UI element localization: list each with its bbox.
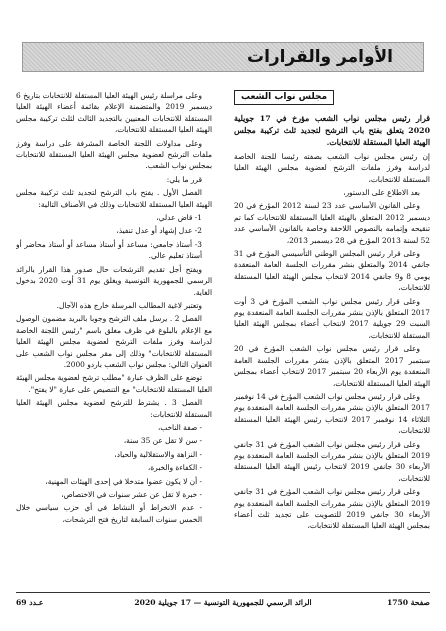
paragraph: وعلى قرار رئيس مجلس نواب الشعب المؤرخ في 31 جانفي 2019 المتعلق بالإذن بنشر مقررات الجلسة العامة المنعقدة يوم الأربعاء 30 جانفي 2019 لانتخاب رئيس الهيئة العليا المستقلة للانتخابات، bbox=[234, 439, 430, 483]
list-item: - النزاهة والاستقلالية والحياد، bbox=[114, 449, 202, 459]
page-footer bbox=[16, 598, 430, 612]
paragraph: وعلى قرار رئيس مجلس نواب الشعب المؤرخ في 14 نوفمبر 2017 المتعلق بالإذن بنشر مقررات الجلسة العامة المنعقدة يوم الثلاثاء 14 نوفمبر 2017 لانتخاب رئيس الهيئة العليا المستقلة للانتخابات، bbox=[234, 391, 430, 436]
decree-heading: قرار رئيس مجلس نواب الشعب مؤرخ في 17 جويلية 2020 يتعلق بفتح باب الترشح لتجديد ثلث تركيبة مجلس الهيئة العليا المستقلة للانتخابات. bbox=[234, 114, 430, 147]
list-item: 1- قاض عدلي، bbox=[156, 213, 202, 223]
issue-number: عـدد 69 bbox=[16, 598, 44, 607]
section-banner bbox=[22, 42, 424, 72]
paragraph: وعلى القانون الأساسي عدد 23 لسنة 2012 المؤرخ في 20 ديسمبر 2012 المتعلق بالهيئة العليا المستقلة للانتخابات كما تم تنقيحه وإتمامه بالنصوص اللاحقة وخاصة بالقانون الأساسي عدد 52 لسنة 2013 المؤرخ في 28 ديسمبر 2013، bbox=[234, 201, 430, 245]
list-item: - أن لا يكون عضوا متدخلا في إحدى الهيئات المهنية، bbox=[45, 476, 202, 486]
paragraph: وتعتبر لاغية المطالب المرسلة خارج هذه الآجال. bbox=[56, 300, 202, 310]
list-item: 3- أستاذ جامعي: مساعد أو أستاذ مساعد أو أستاذ محاضر أو أستاذ تعليم عالي. bbox=[16, 239, 202, 261]
list-item: - خبرة لا تقل عن عشر سنوات في الاختصاص، bbox=[61, 490, 202, 499]
paragraph: ويفتح أجل تقديم الترشحات حال صدور هذا القرار بالرائد الرسمي للجمهورية التونسية ويغلق يوم 31 أوت 2020 بدخول الغاية. bbox=[16, 264, 212, 297]
paragraph: توضع على الظرف عبارة "مطلب ترشح لعضوية مجلس الهيئة العليا المستقلة للانتخابات" مع التنصيص على عبارة "لا يفتح". bbox=[16, 373, 212, 394]
article-1: الفصل الأول . يفتح باب الترشح لتجديد ثلث تركيبة مجلس الهيئة العليا المستقلة للانتخابات وذلك في الأصناف التالية: bbox=[16, 188, 212, 209]
paragraph: وعلى قرار رئيس المجلس الوطني التأسيسي المؤرخ في 31 جانفي 2014 والمتعلق بنشر مقررات الجلسة العامة المنعقدة يومي 8 و9 جانفي 2014 لانتخاب مجلس الهيئة العليا المستقلة للانتخابات، bbox=[234, 249, 430, 293]
page-number: صفحة 1750 bbox=[386, 598, 430, 607]
paragraph: بعد الاطلاع على الدستور، bbox=[343, 188, 420, 198]
list-item: 2- عدل إشهاد أو عدل تنفيذ، bbox=[116, 226, 202, 236]
footer-rule bbox=[16, 592, 430, 593]
banner-title: الأوامر والقرارات bbox=[246, 47, 393, 67]
article-2: الفصل 2 . يرسل ملف الترشح وجوبا بالبريد مضمون الوصول مع الإعلام بالبلوغ في ظرف مغلق باسم "رئيس اللجنة الخاصة لدراسة وفرز ملفات الترشح لعضوية مجلس الهيئة العليا المستقلة للانتخابات" وذلك إلى مقر مجلس نواب الشعب على العنوان التالي: مجلس نواب الشعب باردو 2000. bbox=[16, 314, 212, 369]
paragraph: وعلى قرار رئيس مجلس نواب الشعب المؤرخ في 31 جانفي 2019 المتعلق بالإذن بنشر مقررات الجلسة العامة المنعقدة يوم الأربعاء 30 جانفي 2019 للتصويت على تجديد ثلث أعضاء بمجلس الهيئة العليا المستقلة للانتخابات، bbox=[234, 487, 430, 531]
list-item: - سن لا تقل عن 35 سنة، bbox=[123, 436, 202, 446]
section-label: مجلس نواب الشعب bbox=[234, 90, 334, 105]
left-column bbox=[16, 90, 212, 570]
paragraph: وعلى قرار رئيس مجلس نواب الشعب المؤرخ في 20 سبتمبر 2017 المتعلق بالإذن بنشر مقررات الجلسة العامة المنعقدة يوم الأربعاء 20 سبتمبر 2017 لانتخاب أعضاء بمجلس الهيئة العليا المستقلة للانتخابات، bbox=[234, 344, 430, 388]
list-item: - الكفاءة والخبرة، bbox=[147, 463, 202, 473]
gazette-title: الرائد الرسمي للجمهورية التونسية — 17 جويلية 2020 bbox=[134, 598, 312, 607]
list-item: - عدم الانخراط أو النشاط في أي حزب سياسي خلال الخمس سنوات السابقة لتاريخ فتح الترشحات، bbox=[16, 503, 202, 524]
right-column bbox=[234, 90, 430, 570]
paragraph: قرر ما يلي: bbox=[166, 174, 202, 184]
paragraph: إن رئيس مجلس نواب الشعب بصفته رئيسا للجنة الخاصة لدراسة وفرز ملفات الترشح لعضوية مجلس الهيئة العليا المستقلة للانتخابات، bbox=[234, 151, 430, 184]
article-3: الفصل 3 . يشترط للترشح لعضوية مجلس الهيئة العليا المستقلة للانتخابات: bbox=[16, 398, 212, 419]
list-item: - صفة الناخب، bbox=[157, 422, 202, 432]
paragraph: وعلى قرار رئيس مجلس نواب الشعب المؤرخ في 3 أوت 2017 المتعلق بالإذن بنشر مقررات الجلسة العامة المنعقدة يوم السبت 29 جويلية 2017 لانتخاب أعضاء بمجلس الهيئة العليا المستقلة للانتخابات، bbox=[234, 296, 430, 340]
paragraph: وعلى مداولات اللجنة الخاصة المشرفة على دراسة وفرز ملفات الترشح لعضوية مجلس الهيئة العليا المستقلة للانتخابات بمجلس نواب الشعب. bbox=[16, 138, 212, 171]
paragraph: وعلى مراسلة رئيس الهيئة العليا المستقلة للانتخابات بتاريخ 6 ديسمبر 2019 والمتضمنة الإعلام بقائمة أعضاء الهيئة العليا المستقلة للانتخابات المعنيين بالتجديد الثالث لثلث تركيبة مجلس الهيئة العليا المستقلة للانتخابات، bbox=[16, 91, 212, 135]
